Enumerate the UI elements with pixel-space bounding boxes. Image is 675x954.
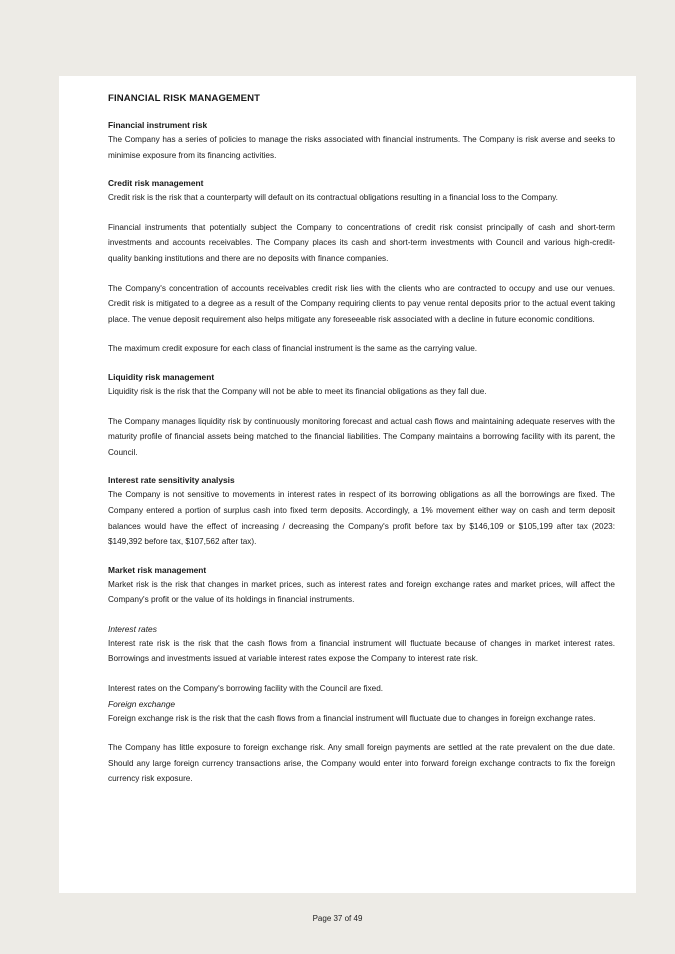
paragraph: The Company manages liquidity risk by continuously monitoring forecast and actual cash flows and maintaining adequate reserves with the maturity profile of financial assets being matched to the financial liabilities. The Company maintains a borrowing facility with its parent, the Council. (108, 416, 615, 457)
paragraph: The Company is not sensitive to movements in interest rates in respect of its borrowing obligations as all the borrowings are fixed. The Company entered a portion of surplus cash into fixed term deposits. Accordingly, a 1% movement either way on cash and term deposit balances would have the effect of increasing / decreasing the Company's profit before tax by $146,109 or $105,199 after tax (2023: $149,392 before tax, $107,562 after tax). (108, 490, 615, 547)
heading-financial-instrument-risk: Financial instrument risk (108, 120, 208, 130)
paragraph: Interest rate risk is the risk that the cash flows from a financial instrument will fluctuate because of changes in market interest rates. Borrowings and investments issued at variable interest rates expose the Company to interest rate risk. (108, 638, 615, 664)
paragraph: Market risk is the risk that changes in market prices, such as interest rates and foreign exchange rates and market prices, will affect the Company's profit or the value of its holdings in financial instruments. (108, 579, 615, 605)
subheading-foreign-exchange: Foreign exchange (108, 698, 176, 709)
paragraph: The maximum credit exposure for each class of financial instrument is the same as the carrying value. (108, 344, 478, 354)
paragraph: Liquidity risk is the risk that the Company will not be able to meet its financial obligations as they fall due. (108, 386, 487, 396)
paragraph: Foreign exchange risk is the risk that the cash flows from a financial instrument will fluctuate due to changes in foreign exchange rates. (108, 713, 596, 723)
section-interest-rate-sensitivity (108, 473, 615, 549)
section-credit-risk (108, 176, 615, 357)
heading-market-risk: Market risk management (108, 564, 207, 575)
paragraph: The Company has little exposure to foreign exchange risk. Any small foreign payments are settled at the rate prevalent on the due date. Should any large foreign currency transactions arise, the Company would enter into forward foreign exchange contracts to fix the foreign currency risk exposure. (108, 743, 615, 784)
subheading-interest-rates: Interest rates (108, 623, 157, 634)
page-title: FINANCIAL RISK MANAGEMENT (108, 93, 261, 104)
section-financial-instrument-risk (108, 118, 615, 163)
paragraph: Interest rates on the Company's borrowing facility with the Council are fixed. (108, 684, 384, 694)
page-number: Page 37 of 49 (312, 914, 363, 923)
heading-liquidity-risk: Liquidity risk management (108, 371, 215, 382)
paragraph: Financial instruments that potentially subject the Company to concentrations of credit risk consist principally of cash and short-term investments and accounts receivables. The Company places its cash and short-term investments with Council and various high-credit-quality banking institutions and there are no deposits with finance companies. (108, 222, 615, 263)
heading-interest-rate-sensitivity: Interest rate sensitivity analysis (108, 475, 235, 486)
heading-credit-risk: Credit risk management (108, 178, 204, 189)
section-market-risk (108, 563, 615, 787)
section-liquidity-risk (108, 370, 615, 460)
paragraph: The Company has a series of policies to manage the risks associated with financial instruments. The Company is risk averse and seeks to minimise exposure from its financing activities. (108, 135, 615, 160)
paragraph: Credit risk is the risk that a counterparty will default on its contractual obligations resulting in a financial loss to the Company. (108, 193, 558, 203)
document-page (59, 76, 636, 893)
paragraph: The Company's concentration of accounts receivables credit risk lies with the clients who are contracted to occupy and use our venues. Credit risk is mitigated to a degree as a result of the Company requiring clients to pay venue rental deposits prior to the actual event taking place. The venue deposit requirement also helps mitigate any foreseeable risk associated with a decline in future economic conditions. (108, 283, 615, 324)
